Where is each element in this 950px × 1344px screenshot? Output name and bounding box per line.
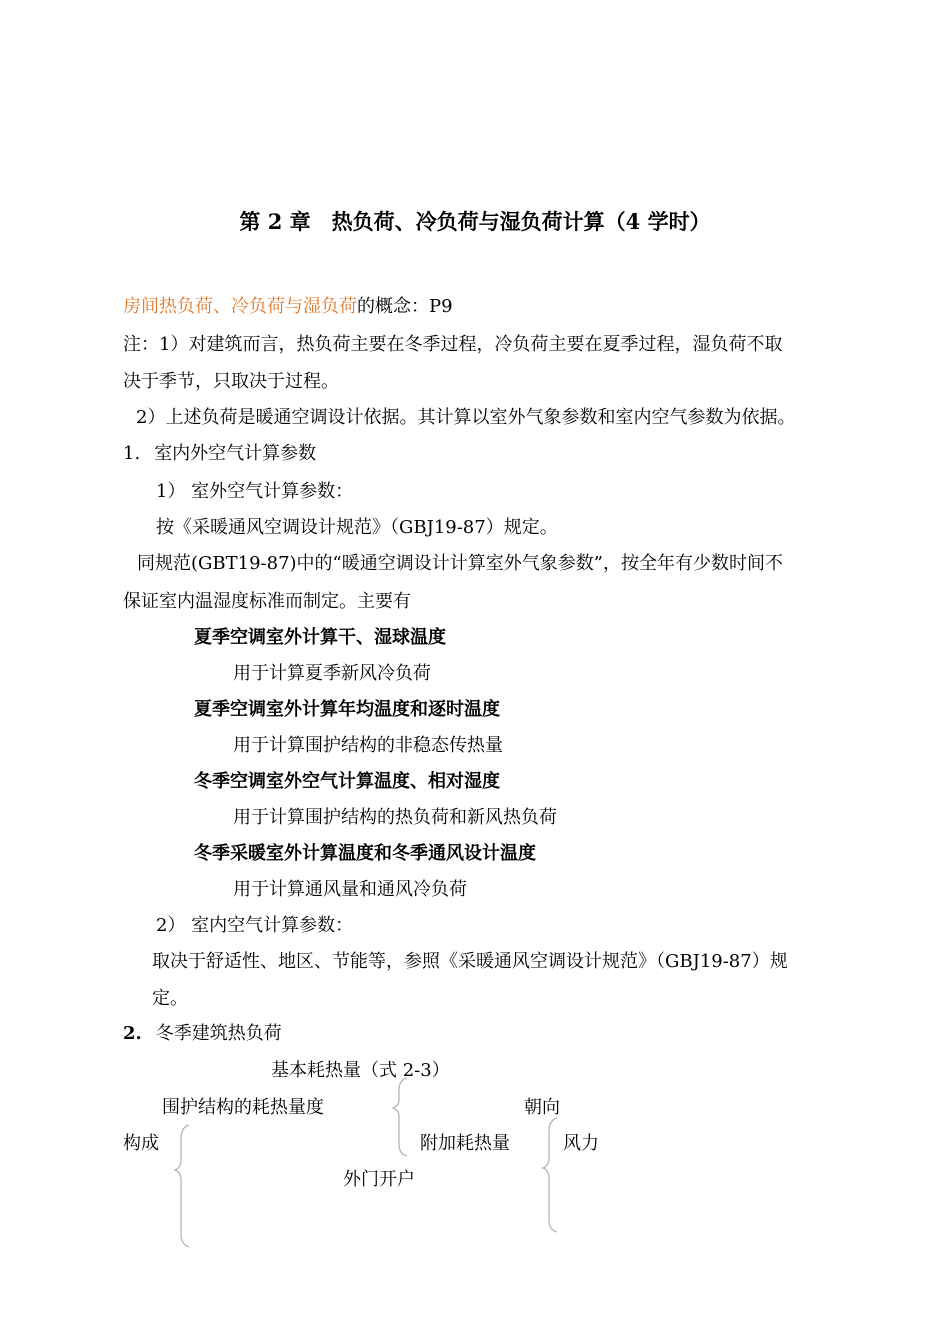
tree-envelope-heat: 围护结构的耗热量度 (162, 1097, 324, 1118)
tree-outer-door: 外门开户 (343, 1169, 415, 1190)
tree-additional-heat: 附加耗热量 (420, 1133, 510, 1154)
subsection-2-paragraph-line-1: 取决于舒适性、地区、节能等，参照《采暖通风空调设计规范》（GBJ19-87）规 (152, 951, 788, 972)
brace-compose (175, 1125, 189, 1247)
item-3-heading: 冬季空调室外空气计算温度、相对湿度 (194, 771, 500, 792)
concept-highlight: 房间热负荷、冷负荷与湿负荷 (123, 296, 357, 317)
item-1-heading: 夏季空调室外计算干、湿球温度 (194, 627, 446, 648)
tree-compose: 构成 (123, 1133, 159, 1154)
tree-orientation: 朝向 (524, 1097, 560, 1118)
subsection-1-paragraph-1: 按《采暖通风空调设计规范》（GBJ19-87）规定。 (156, 517, 558, 538)
item-1-description: 用于计算夏季新风冷负荷 (233, 663, 431, 684)
subsection-1-heading: 1） 室外空气计算参数： (156, 481, 354, 502)
brace-envelope (393, 1078, 407, 1156)
item-4-description: 用于计算通风量和通风冷负荷 (233, 879, 467, 900)
section-1-number: 1. (123, 443, 141, 464)
page-title: 第 2 章 热负荷、冷负荷与湿负荷计算（4 学时） (239, 209, 711, 234)
note-1-line-2: 决于季节，只取决于过程。 (123, 371, 339, 392)
subsection-2-paragraph-line-2: 定。 (152, 988, 188, 1009)
subsection-1-paragraph-2-line-2: 保证室内温湿度标准而制定。主要有 (123, 591, 411, 612)
subsection-2-heading: 2） 室内空气计算参数： (156, 915, 354, 936)
tree-wind: 风力 (563, 1133, 599, 1154)
subsection-1-paragraph-2-line-1: 同规范(GBT19-87)中的“暖通空调设计计算室外气象参数”，按全年有少数时间不 (137, 553, 783, 574)
section-1-title: 室内外空气计算参数 (154, 443, 317, 464)
tree-basic-heat: 基本耗热量（式 2-3） (271, 1060, 450, 1081)
section-2-title: 冬季建筑热负荷 (155, 1023, 282, 1044)
brace-additional (543, 1118, 557, 1232)
concept-rest: 的概念：P9 (357, 296, 453, 317)
item-2-heading: 夏季空调室外计算年均温度和逐时温度 (194, 699, 500, 720)
item-3-description: 用于计算围护结构的热负荷和新风热负荷 (233, 807, 557, 828)
item-4-heading: 冬季采暖室外计算温度和冬季通风设计温度 (194, 843, 536, 864)
section-2-number: 2. (123, 1023, 142, 1044)
item-2-description: 用于计算围护结构的非稳态传热量 (233, 735, 503, 756)
note-2: 2）上述负荷是暖通空调设计依据。其计算以室外气象参数和室内空气参数为依据。 (136, 407, 796, 428)
note-1-line-1: 注：1）对建筑而言，热负荷主要在冬季过程，冷负荷主要在夏季过程，湿负荷不取 (123, 334, 783, 355)
